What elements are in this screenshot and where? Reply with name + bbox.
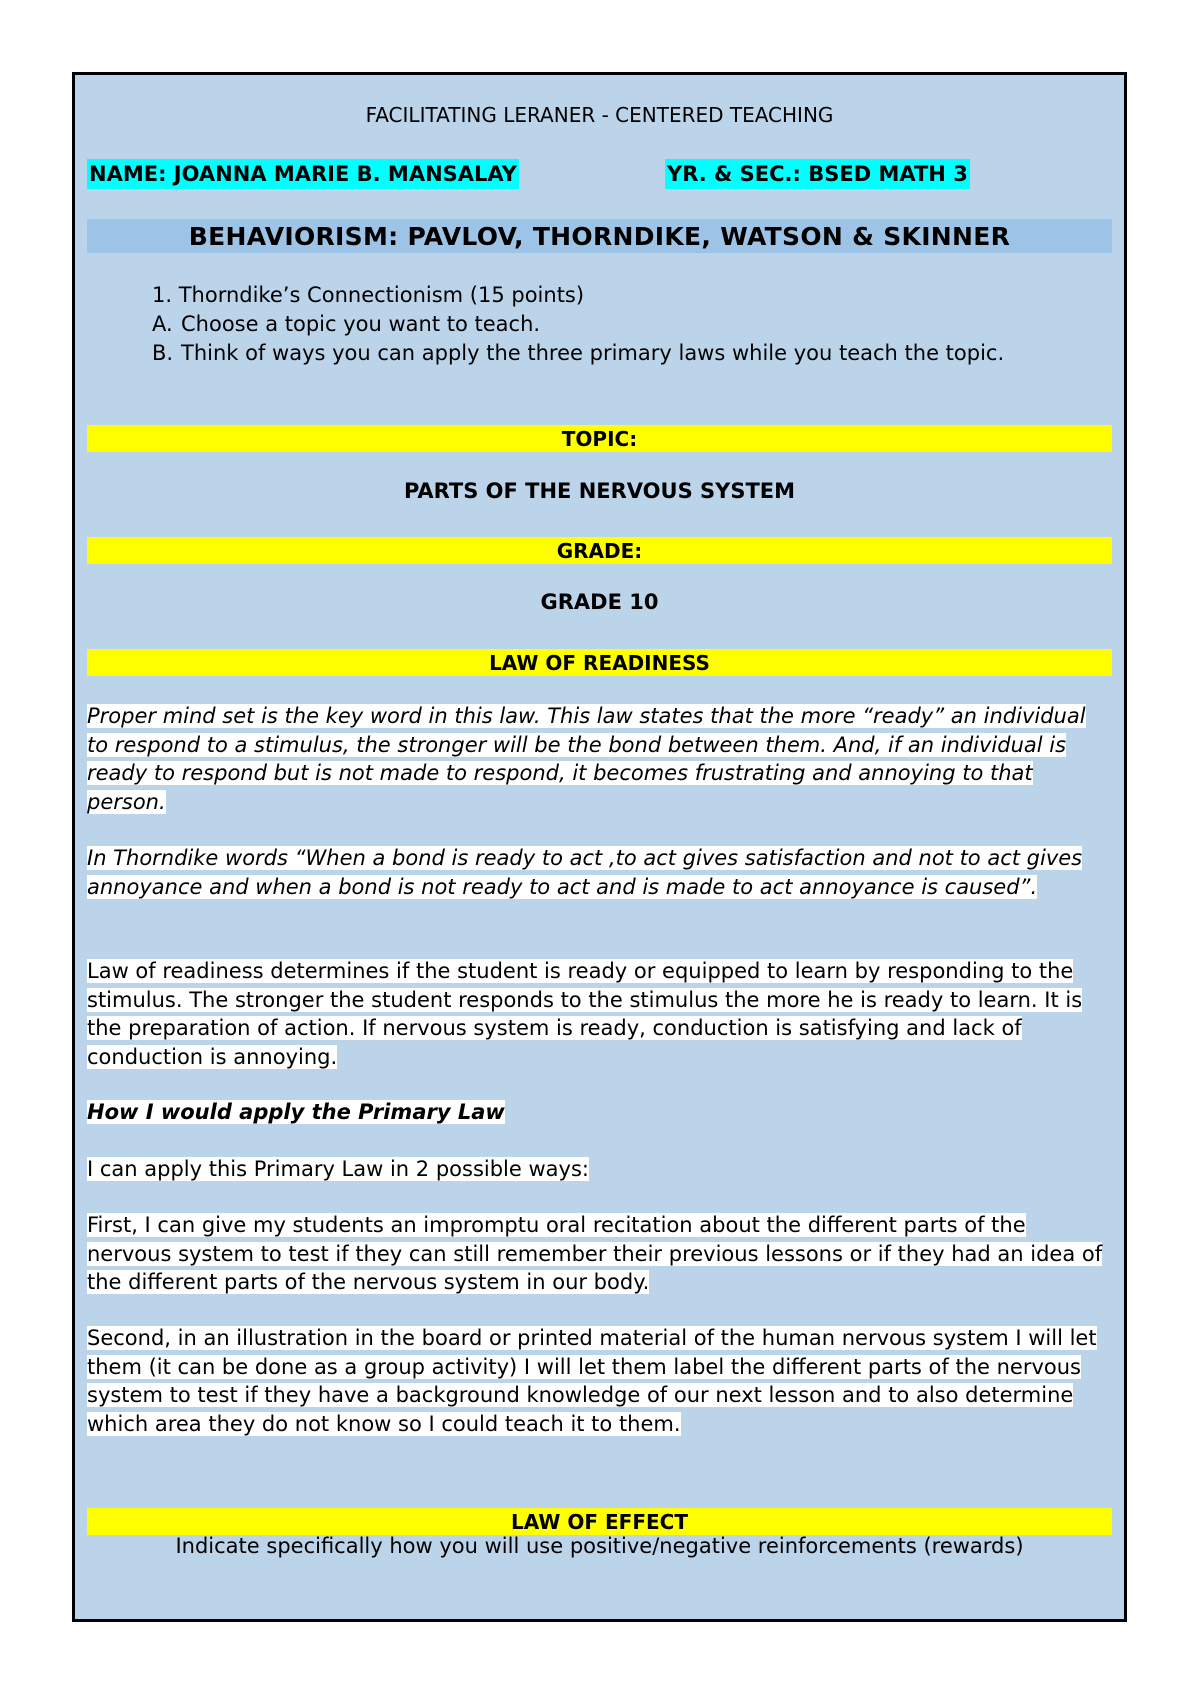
course-header: FACILITATING LERANER - CENTERED TEACHING — [365, 103, 834, 127]
readiness-paragraph-1-text: Proper mind set is the key word in this law. This law states that the more “ready” an individual to respond to a stimulus, the stronger will be the bond between them. And, if an individual is ready to respond but is not made to respond, it becomes frustrating and annoying to that person. — [87, 704, 1086, 814]
student-section: YR. & SEC.: BSED MATH 3 — [665, 159, 970, 189]
topic-label: TOPIC: — [87, 425, 1112, 452]
grade-value: GRADE 10 — [540, 590, 659, 614]
readiness-paragraph-1 — [87, 702, 1112, 816]
instruction-item: 1. Thorndike’s Connectionism (15 points) — [152, 283, 585, 307]
document-page — [72, 72, 1127, 1622]
instruction-sub-b — [152, 339, 1112, 368]
student-info-row — [87, 159, 1112, 193]
document-content — [87, 75, 1112, 1619]
readiness-label: LAW OF READINESS — [87, 649, 1112, 676]
apply-heading — [87, 1098, 1112, 1127]
instruction-sub-b-text: Think of ways you can apply the three primary laws while you teach the topic. — [181, 341, 1005, 365]
readiness-paragraph-5-text: First, I can give my students an impromptu oral recitation about the different parts of the nervous system to test if they can still remember their previous lessons or if they had an idea of the different parts of the nervous system in our body. — [87, 1213, 1103, 1294]
instruction-sub-b-label: B. — [152, 341, 174, 365]
instruction-sub-a-text: Choose a topic you want to teach. — [181, 312, 541, 336]
readiness-paragraph-2-text: In Thorndike words “When a bond is ready to act ,to act gives satisfaction and not to act gives annoyance and when a bond is not ready to act and is made to act annoyance is caused”. — [87, 846, 1083, 899]
student-name: NAME: JOANNA MARIE B. MANSALAY — [87, 159, 519, 189]
readiness-paragraph-6-text: Second, in an illustration in the board or printed material of the human nervous system I will let them (it can be done as a group activity) I will let them label the different parts of the nervous system to test if they have a background knowledge of our next lesson and to also determine which area they do not know so I could teach it to them. — [87, 1326, 1097, 1436]
instruction-sub-a-label: A. — [152, 312, 173, 336]
readiness-paragraph-3 — [87, 957, 1112, 1071]
topic-value: PARTS OF THE NERVOUS SYSTEM — [403, 479, 796, 503]
readiness-paragraph-6 — [87, 1324, 1112, 1438]
apply-heading-text: How I would apply the Primary Law — [87, 1100, 505, 1124]
effect-description: Indicate specifically how you will use positive/negative reinforcements (rewards) — [175, 1534, 1024, 1558]
readiness-paragraph-2 — [87, 844, 1112, 901]
readiness-paragraph-3-text: Law of readiness determines if the student is ready or equipped to learn by responding to the stimulus. The stronger the student responds to the stimulus the more he is ready to learn. It is the preparation of action. If nervous system is ready, conduction is satisfying and lack of conduction is annoying. — [87, 959, 1083, 1069]
instructions — [152, 281, 1112, 368]
grade-label: GRADE: — [87, 537, 1112, 564]
instruction-sub-a — [152, 310, 1112, 339]
readiness-paragraph-4 — [87, 1155, 1112, 1184]
readiness-paragraph-4-text: I can apply this Primary Law in 2 possible ways: — [87, 1157, 589, 1181]
effect-label: LAW OF EFFECT — [87, 1508, 1112, 1535]
readiness-paragraph-5 — [87, 1211, 1112, 1297]
document-title: BEHAVIORISM: PAVLOV, THORNDIKE, WATSON & SKINNER — [87, 219, 1112, 253]
